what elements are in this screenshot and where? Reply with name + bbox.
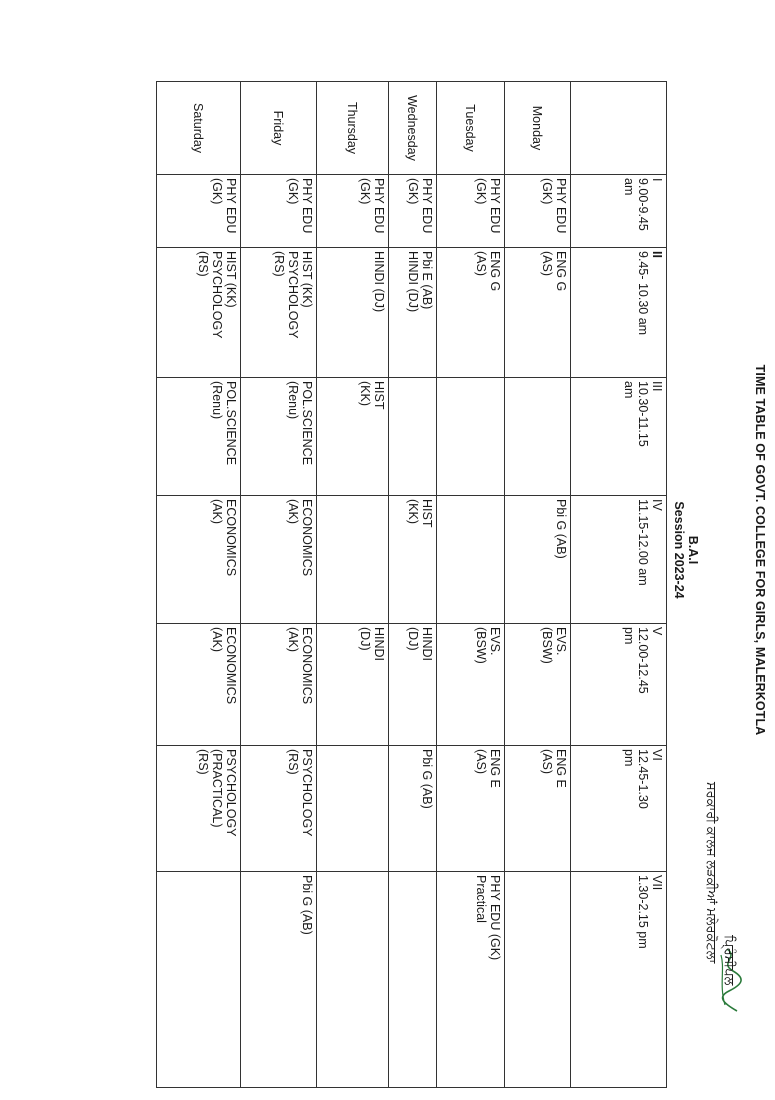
table-row	[437, 82, 505, 1088]
table-row	[157, 82, 241, 1088]
table-cell: PHY EDU (GK)	[241, 175, 317, 248]
table-cell: Pbi G (AB)	[505, 496, 571, 624]
day-label: Friday	[241, 82, 317, 175]
table-cell	[317, 872, 389, 1088]
day-label: Monday	[505, 82, 571, 175]
table-cell: HIST (KK)	[317, 378, 389, 496]
page-title: TIME TABLE OF GOVT. COLLEGE FOR GIRLS, MALERKOTLA	[753, 364, 767, 736]
table-cell: HIST (KK) PSYCHOLOGY (RS)	[157, 248, 241, 378]
table-cell: POL.SCIENCE (Renu)	[157, 378, 241, 496]
table-cell: ENG E (AS)	[437, 746, 505, 872]
table-cell	[505, 872, 571, 1088]
table-cell: PHY EDU (GK)	[157, 175, 241, 248]
table-cell: Pbi G (AB)	[389, 746, 437, 872]
day-label: Tuesday	[437, 82, 505, 175]
table-cell	[389, 378, 437, 496]
table-row	[389, 82, 437, 1088]
period-header: V 12.00-12.45 pm	[571, 624, 667, 746]
table-row	[505, 82, 571, 1088]
table-cell: PHY EDU (GK)	[505, 175, 571, 248]
timetable	[156, 81, 667, 1088]
table-row	[241, 82, 317, 1088]
table-cell: ECONOMICS (AK)	[157, 496, 241, 624]
table-cell: Pbi E (AB) HINDI (DJ)	[389, 248, 437, 378]
table-cell: HINDI (DJ)	[389, 624, 437, 746]
period-header: VII 1.30-2.15 pm	[571, 872, 667, 1088]
header-corner	[571, 82, 667, 175]
table-cell: PHY EDU (GK)	[437, 175, 505, 248]
table-cell: EVS. (BSW)	[437, 624, 505, 746]
table-cell: HIST (KK)	[389, 496, 437, 624]
table-cell	[317, 746, 389, 872]
table-cell	[317, 496, 389, 624]
table-cell: ECONOMICS (AK)	[241, 624, 317, 746]
table-cell	[437, 496, 505, 624]
table-cell: PSYCHOLOGY (PRACTICAL) (RS)	[157, 746, 241, 872]
table-cell: EVS. (BSW)	[505, 624, 571, 746]
table-cell: PSYCHOLOGY (RS)	[241, 746, 317, 872]
table-cell	[157, 872, 241, 1088]
table-cell: PHY EDU (GK)	[317, 175, 389, 248]
table-cell: ECONOMICS (AK)	[157, 624, 241, 746]
table-cell: ENG G (AS)	[437, 248, 505, 378]
table-cell: ENG E (AS)	[505, 746, 571, 872]
table-cell: PHY EDU (GK) Practical	[437, 872, 505, 1088]
period-header: II 9.45- 10.30 am	[571, 248, 667, 378]
session-label: Session 2023-24	[672, 501, 686, 599]
table-cell	[505, 378, 571, 496]
table-cell	[437, 378, 505, 496]
table-cell: HINDI (DJ)	[317, 624, 389, 746]
table-cell: HINDI (DJ)	[317, 248, 389, 378]
principal-title: ਪ੍ਰਿੰਸੀਪਲ	[722, 935, 737, 986]
day-label: Wednesday	[389, 82, 437, 175]
table-row	[317, 82, 389, 1088]
period-header: I 9.00-9.45 am	[571, 175, 667, 248]
period-header: IV 11.15-12.00 am	[571, 496, 667, 624]
header-row	[571, 82, 667, 1088]
period-header: III 10.30-11.15 am	[571, 378, 667, 496]
class-name: B.A.I	[686, 535, 700, 565]
table-cell: Pbi G (AB)	[241, 872, 317, 1088]
college-stamp-text: ਸਰਕਾਰੀ ਕਾਲਜ ਲੜਕੀਆਂ ਮਲੇਰਕੋਟਲਾ	[704, 782, 719, 964]
period-header: VI 12.45-1.30 pm	[571, 746, 667, 872]
table-cell: HIST (KK) PSYCHOLOGY (RS)	[241, 248, 317, 378]
day-label: Thursday	[317, 82, 389, 175]
table-cell: POL.SCIENCE (Renu)	[241, 378, 317, 496]
table-cell: PHY EDU (GK)	[389, 175, 437, 248]
day-label: Saturday	[157, 82, 241, 175]
table-cell: ENG G (AS)	[505, 248, 571, 378]
table-cell: ECONOMICS (AK)	[241, 496, 317, 624]
table-cell	[389, 872, 437, 1088]
